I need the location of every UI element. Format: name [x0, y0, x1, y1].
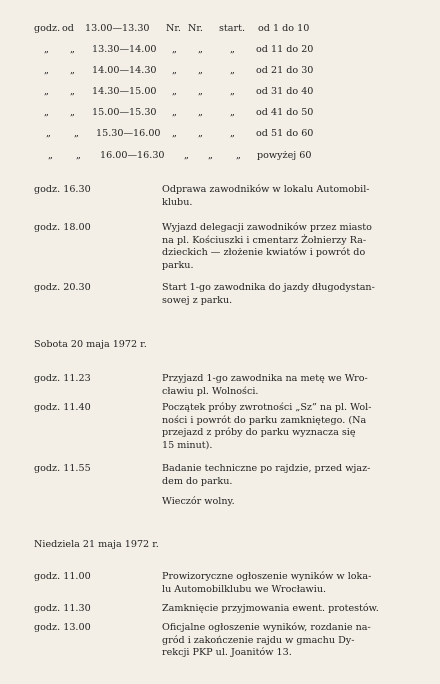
event-time: godz. 11.40: [34, 402, 91, 413]
schedule-range: powyżej 60: [257, 150, 312, 161]
schedule-time: 14.30—15.00: [92, 86, 157, 97]
schedule-cell: „: [198, 86, 203, 97]
event-time: godz. 16.30: [34, 184, 91, 195]
schedule-cell: „: [46, 128, 51, 139]
schedule-cell: „: [48, 150, 53, 161]
schedule-cell: „: [198, 44, 203, 55]
closing-note: Wieczór wolny.: [162, 496, 235, 507]
schedule-cell: „: [172, 128, 177, 139]
event-text: Początek próby zwrotności „Sz” na pl. Wol- ności i powrót do parku zamkniętego. (Na przejazd z próby do parku wyznacza się 15 minut).: [162, 402, 372, 451]
schedule-cell: „: [198, 65, 203, 76]
schedule-cell: „: [74, 128, 79, 139]
schedule-cell: godz.: [34, 23, 61, 34]
event-text: Oficjalne ogłoszenie wyników, rozdanie na- gród i zakończenie rajdu w gmachu Dy- rekcji PKP ul. Joanitów 13.: [162, 622, 371, 659]
schedule-range: od 31 do 40: [256, 86, 314, 97]
event-time: godz. 18.00: [34, 222, 91, 233]
schedule-cell: „: [230, 107, 235, 118]
event-time: godz. 11.00: [34, 571, 91, 582]
schedule-cell: „: [44, 107, 49, 118]
schedule-cell: „: [172, 107, 177, 118]
event-text: Odprawa zawodników w lokalu Automobil- klubu.: [162, 184, 370, 208]
schedule-range: od 21 do 30: [256, 65, 314, 76]
schedule-cell: „: [44, 86, 49, 97]
event-time: godz. 13.00: [34, 622, 91, 633]
event-text: Badanie techniczne po rajdzie, przed wjaz- dem do parku.: [162, 463, 371, 487]
schedule-cell: „: [230, 44, 235, 55]
schedule-cell: „: [236, 150, 241, 161]
schedule-time: 14.00—14.30: [92, 65, 157, 76]
event-text: Wyjazd delegacji zawodników przez miasto na pl. Kościuszki i cmentarz Żołnierzy Ra- dzieckich — złożenie kwiatów i powrót do parku.: [162, 222, 372, 271]
schedule-cell: „: [76, 150, 81, 161]
schedule-range: od 41 do 50: [256, 107, 314, 118]
schedule-cell: „: [198, 107, 203, 118]
schedule-cell: „: [70, 107, 75, 118]
schedule-cell: „: [184, 150, 189, 161]
schedule-cell: „: [230, 65, 235, 76]
event-time: godz. 11.30: [34, 603, 91, 614]
event-text: Prowizoryczne ogłoszenie wyników w loka- lu Automobilklubu we Wrocławiu.: [162, 571, 372, 595]
schedule-time: 15.30—16.00: [96, 128, 161, 139]
schedule-time: 13.00—13.30: [85, 23, 150, 34]
schedule-cell: Nr.: [188, 23, 203, 34]
schedule-time: 15.00—15.30: [92, 107, 157, 118]
schedule-cell: „: [172, 44, 177, 55]
schedule-cell: „: [198, 128, 203, 139]
event-text: Start 1-go zawodnika do jazdy długodystan- sowej z parku.: [162, 282, 375, 306]
schedule-cell: „: [70, 44, 75, 55]
schedule-range: od 51 do 60: [256, 128, 314, 139]
schedule-cell: „: [44, 44, 49, 55]
schedule-cell: „: [70, 65, 75, 76]
schedule-cell: „: [208, 150, 213, 161]
schedule-cell: „: [44, 65, 49, 76]
event-text: Przyjazd 1-go zawodnika na metę we Wro- cławiu pl. Wolności.: [162, 373, 368, 397]
schedule-cell: „: [230, 86, 235, 97]
schedule-cell: „: [230, 128, 235, 139]
schedule-cell: „: [172, 86, 177, 97]
schedule-time: 16.00—16.30: [100, 150, 165, 161]
schedule-time: 13.30—14.00: [92, 44, 157, 55]
schedule-cell: „: [172, 65, 177, 76]
schedule-cell: Nr.: [166, 23, 181, 34]
event-time: godz. 11.55: [34, 463, 91, 474]
schedule-cell: od: [62, 23, 74, 34]
day-heading: Sobota 20 maja 1972 r.: [34, 339, 147, 350]
schedule-range: od 1 do 10: [258, 23, 310, 34]
event-time: godz. 20.30: [34, 282, 91, 293]
schedule-range: od 11 do 20: [256, 44, 314, 55]
event-text: Zamknięcie przyjmowania ewent. protestów.: [162, 603, 379, 614]
event-time: godz. 11.23: [34, 373, 91, 384]
day-heading: Niedziela 21 maja 1972 r.: [34, 539, 159, 550]
schedule-cell: „: [70, 86, 75, 97]
schedule-cell: start.: [219, 23, 245, 34]
